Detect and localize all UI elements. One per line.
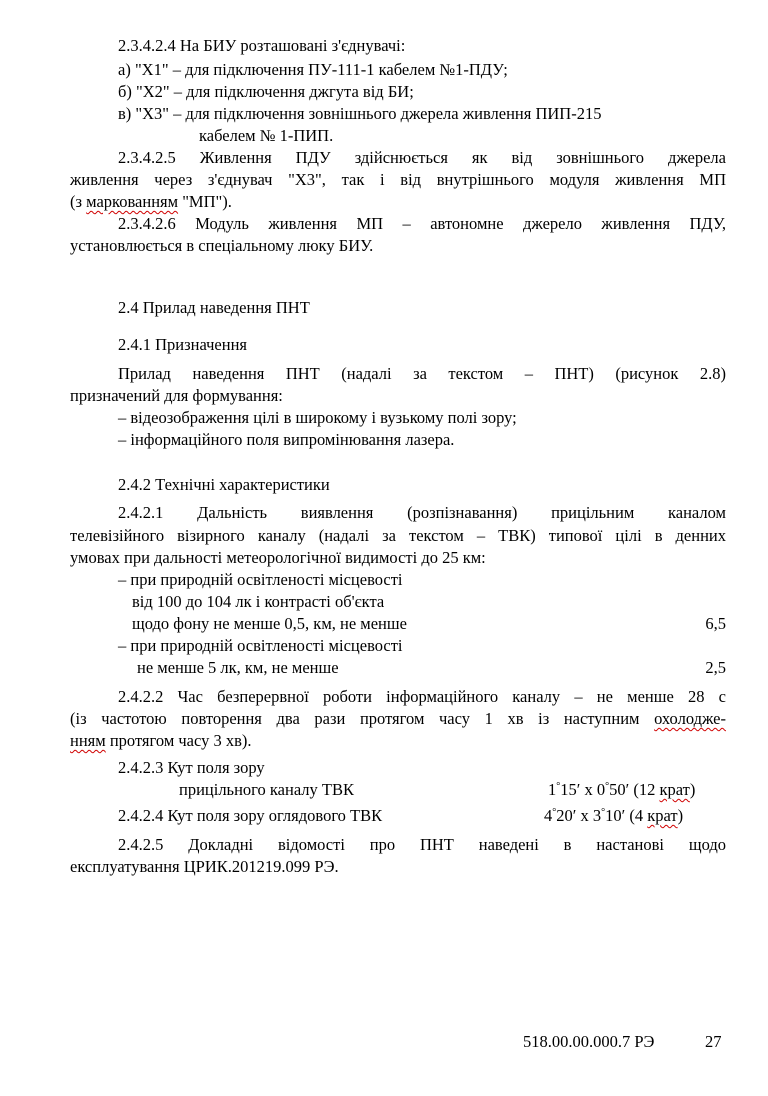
field-of-view-aiming-value [548,780,695,800]
list-item-x3: в) "X3" – для підключення зовнішнього джерела живлення ПИП-215 [118,104,602,123]
spellcheck-flagged-word: маркованням [86,192,179,211]
degree-sign: ° [601,807,606,818]
spellcheck-flagged-word: крат [659,780,690,799]
value-fragment: 4 [544,806,553,825]
paragraph-2-3-4-2-5-line-1: 2.3.4.2.5 Живлення ПДУ здійснюється як від зовнішнього джерела [118,148,726,167]
value-fragment: ) [677,806,684,825]
paragraph-2-3-4-2-5-line-2: живлення через з'єднувач "X3", так і від внутрішнього модуля живлення МП [70,170,726,189]
value-fragment: 1 [548,780,557,799]
paragraph-2-4-2-5-line-1: 2.4.2.5 Докладні відомості про ПНТ наведені в настанові щодо [118,835,726,854]
section-2-4-1-title: 2.4.1 Призначення [118,335,248,354]
condition-1-line-2: від 100 до 104 лк і контрасті об'єкта [132,592,385,611]
section-2-4-2-title: 2.4.2 Технічні характеристики [118,475,330,494]
degree-sign: ° [605,781,610,792]
paragraph-2-4-2-2-line-1: 2.4.2.2 Час безперервної роботи інформаційного каналу – не менше 28 с [118,687,726,706]
value-fragment: 10′ (4 [605,806,648,825]
text-fragment: "МП"). [178,192,232,211]
text-fragment: (із частотою повторення два рази протягом часу 1 хв із наступним [70,709,655,728]
value-fragment: 20′ x 3 [556,806,602,825]
paragraph-2-4-2-1-line-2: телевізійного візирного каналу (надалі за текстом – ТВК) типової цілі в денних [70,526,726,545]
degree-sign: ° [552,807,557,818]
text-fragment: (з [70,192,87,211]
page-number: 27 [705,1032,722,1051]
paragraph-2-3-4-2-6-line-2: установлюється в спеціальному люку БИУ. [70,236,374,255]
condition-1-line-1: – при природній освітленості місцевості [118,570,403,589]
bullet-laser-field: – інформаційного поля випромінювання лазера. [118,430,455,449]
list-item-x3-continuation: кабелем № 1-ПИП. [199,126,334,145]
paragraph-2-4-2-3-line-1: 2.4.2.3 Кут поля зору [118,758,265,777]
paragraph-2-3-4-2-5-line-3 [70,192,232,212]
paragraph-2-4-1-line-2: призначений для формування: [70,386,283,405]
degree-sign: ° [556,781,561,792]
bullet-video-image: – відеозображення цілі в широкому і вузькому полі зору; [118,408,517,427]
condition-1-value: 6,5 [705,614,726,633]
document-number: 518.00.00.000.7 РЭ [523,1032,655,1051]
paragraph-2-4-2-1-line-3: умовах при дальності метеорологічної видимості до 25 км: [70,548,486,567]
spellcheck-flagged-word: нням [70,731,106,750]
list-item-x2: б) "X2" – для підключення джгута від БИ; [118,82,414,101]
value-fragment: 50′ (12 [609,780,660,799]
paragraph-2-4-2-3-line-2: прицільного каналу ТВК [179,780,354,799]
paragraph-2-4-2-2-line-3 [70,731,252,751]
paragraph-2-3-4-2-6-line-1: 2.3.4.2.6 Модуль живлення МП – автономне джерело живлення ПДУ, [118,214,726,233]
page-footer [0,1032,768,1054]
paragraph-2-4-2-2-line-2 [70,709,726,729]
field-of-view-overview-value [544,806,683,826]
value-fragment: ) [689,780,696,799]
paragraph-2-4-1-line-1: Прилад наведення ПНТ (надалі за текстом – ПНТ) (рисунок 2.8) [118,364,726,383]
text-fragment: протягом часу 3 хв). [105,731,252,750]
paragraph-2-4-2-5-line-2: експлуатування ЦРИК.201219.099 РЭ. [70,857,339,876]
list-item-x1: а) "X1" – для підключення ПУ-111-1 кабелем №1-ПДУ; [118,60,508,79]
paragraph-2-3-4-2-4-heading: 2.3.4.2.4 На БИУ розташовані з'єднувачі: [118,36,406,55]
spellcheck-flagged-word: охолодже- [654,709,726,728]
paragraph-2-4-2-4: 2.4.2.4 Кут поля зору оглядового ТВК [118,806,383,825]
paragraph-2-4-2-1-line-1: 2.4.2.1 Дальність виявлення (розпізнавання) прицільним каналом [118,503,726,522]
condition-2-line-2: не менше 5 лк, км, не менше [137,658,339,677]
value-fragment: 15′ x 0 [560,780,606,799]
spellcheck-flagged-word: крат [647,806,678,825]
section-2-4-title: 2.4 Прилад наведення ПНТ [118,298,310,317]
condition-1-line-3: щодо фону не менше 0,5, км, не менше [132,614,407,633]
condition-2-line-1: – при природній освітленості місцевості [118,636,403,655]
condition-2-value: 2,5 [705,658,726,677]
